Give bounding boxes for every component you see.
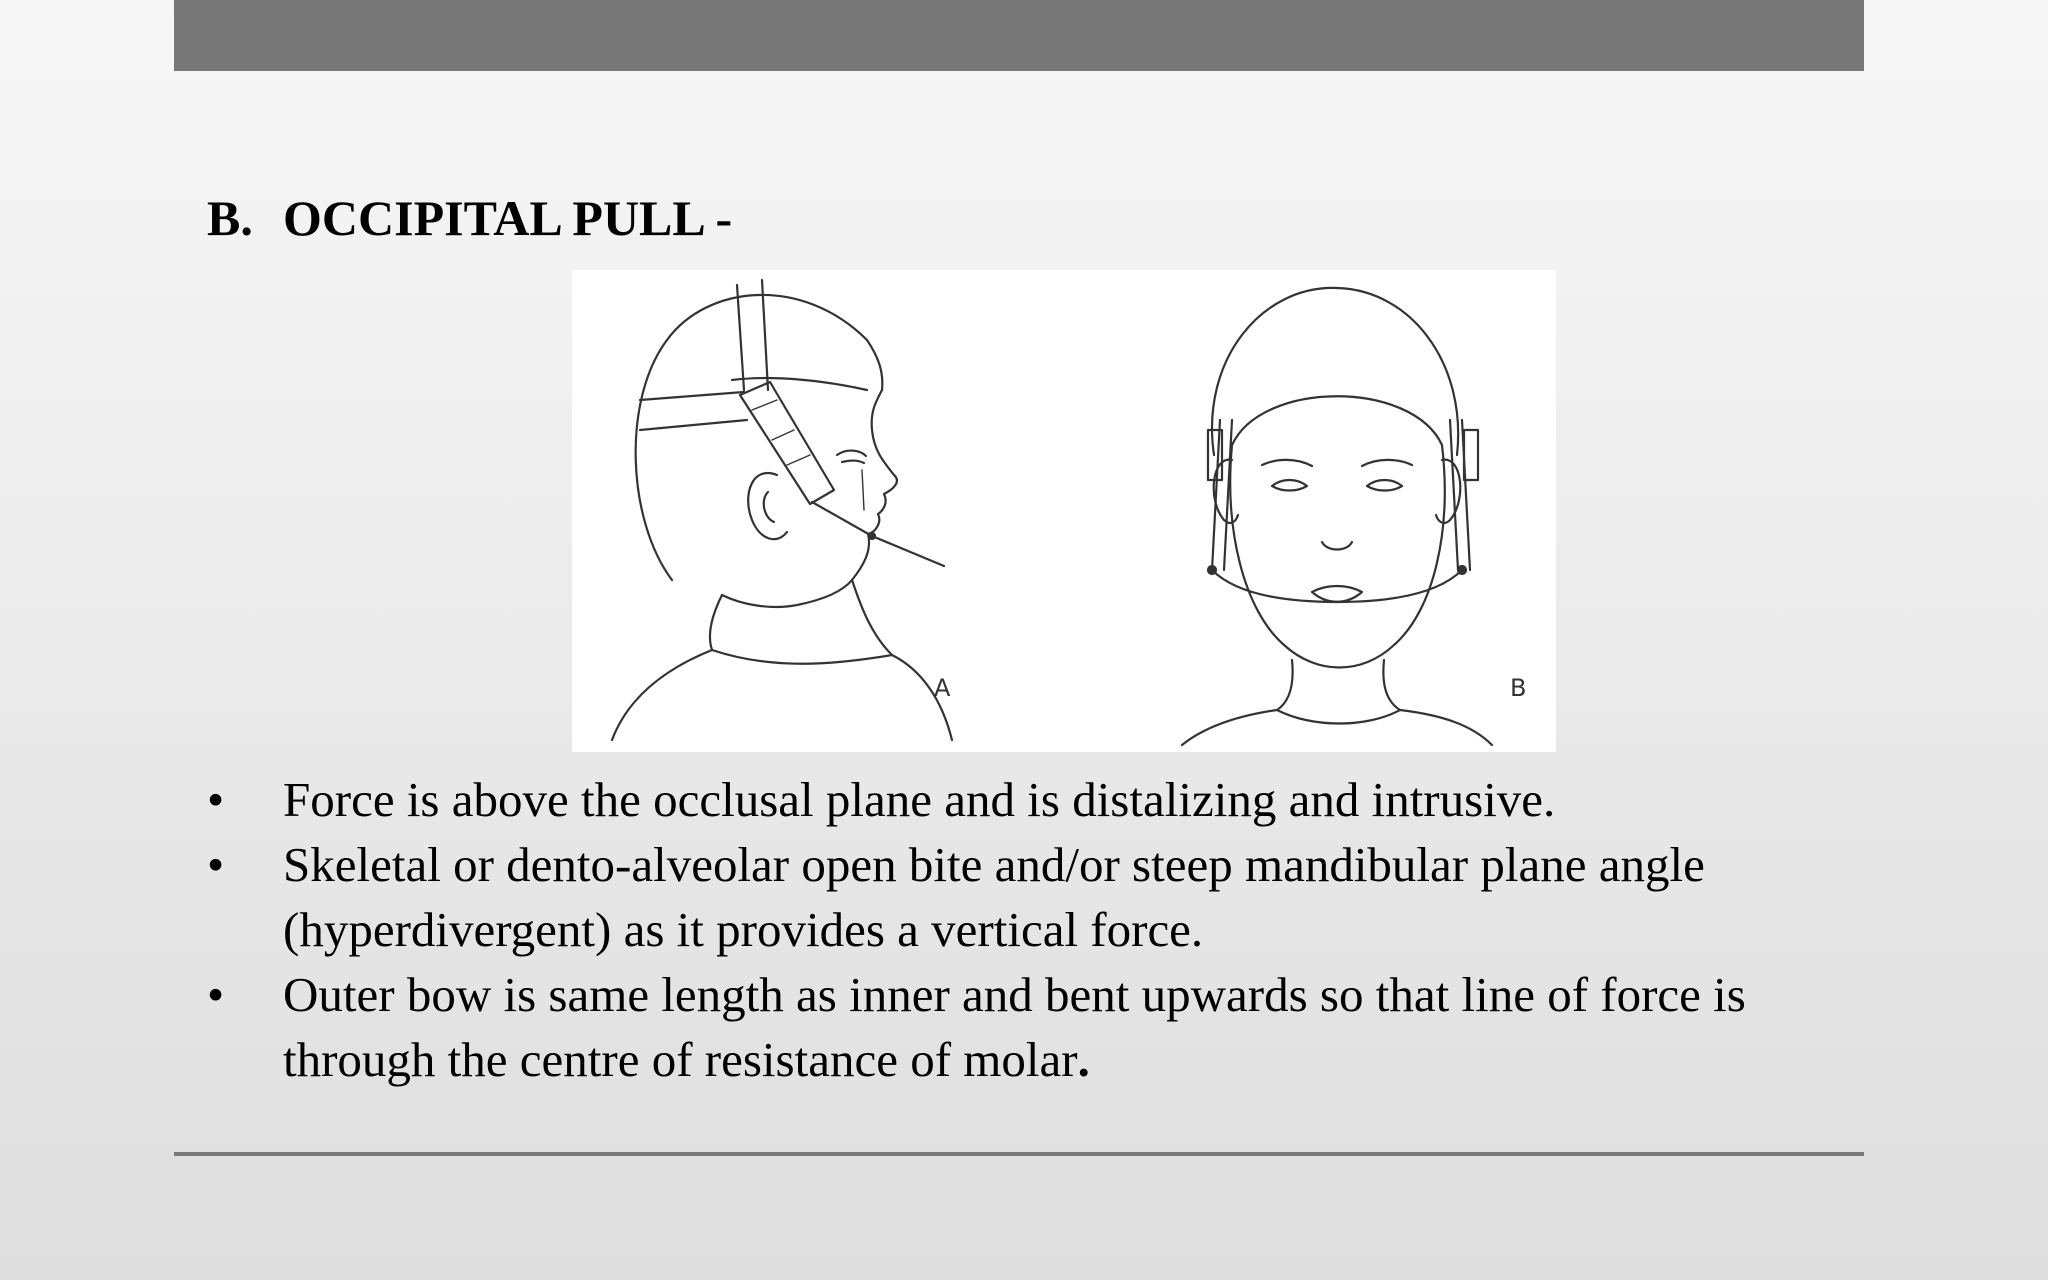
- bullet-item: [207, 767, 1767, 832]
- side-head-outline: [636, 295, 883, 580]
- front-face: [1230, 396, 1444, 667]
- bullet-marker: •: [207, 772, 225, 827]
- front-shoulders: [1182, 710, 1492, 745]
- front-right-ear: [1436, 460, 1460, 523]
- bullet-text: Skeletal or dento-alveolar open bite and/or steep mandibular plane angle (hyperdivergent) as it provides a vertical force.: [283, 837, 1705, 957]
- front-right-eye: [1362, 460, 1412, 491]
- bullet-marker: •: [207, 967, 225, 1022]
- side-force-module: [740, 382, 834, 504]
- bottom-rule: [174, 1152, 1864, 1156]
- headgear-drawing: [572, 270, 1556, 752]
- bullet-list: [207, 767, 1767, 1092]
- bullet-tail: .: [1077, 1032, 1090, 1087]
- front-head-outline: [1212, 288, 1458, 455]
- headgear-illustration: [572, 270, 1556, 752]
- front-nose: [1322, 542, 1352, 550]
- heading-prefix: B.: [207, 190, 253, 246]
- front-lips: [1312, 586, 1362, 602]
- side-shoulders: [612, 650, 952, 740]
- bullet-item: [207, 832, 1767, 962]
- slide-heading: [207, 188, 732, 248]
- figure-label-b: B: [1510, 674, 1527, 702]
- side-facebow: [812, 502, 944, 566]
- front-left-eye: [1262, 460, 1312, 491]
- side-neck: [710, 580, 892, 655]
- side-cap-horizontal-strap: [640, 392, 747, 430]
- side-eye: [837, 451, 866, 463]
- top-bar: [174, 0, 1864, 71]
- heading-title: OCCIPITAL PULL -: [283, 190, 733, 246]
- figure-label-a: A: [934, 674, 951, 702]
- bullet-text: Force is above the occlusal plane and is distalizing and intrusive.: [283, 772, 1556, 827]
- side-ear: [748, 473, 787, 539]
- bullet-item: [207, 962, 1767, 1092]
- bullet-text: Outer bow is same length as inner and bent upwards so that line of force is through the centre of resistance of molar: [283, 967, 1746, 1087]
- bullet-marker: •: [207, 837, 225, 892]
